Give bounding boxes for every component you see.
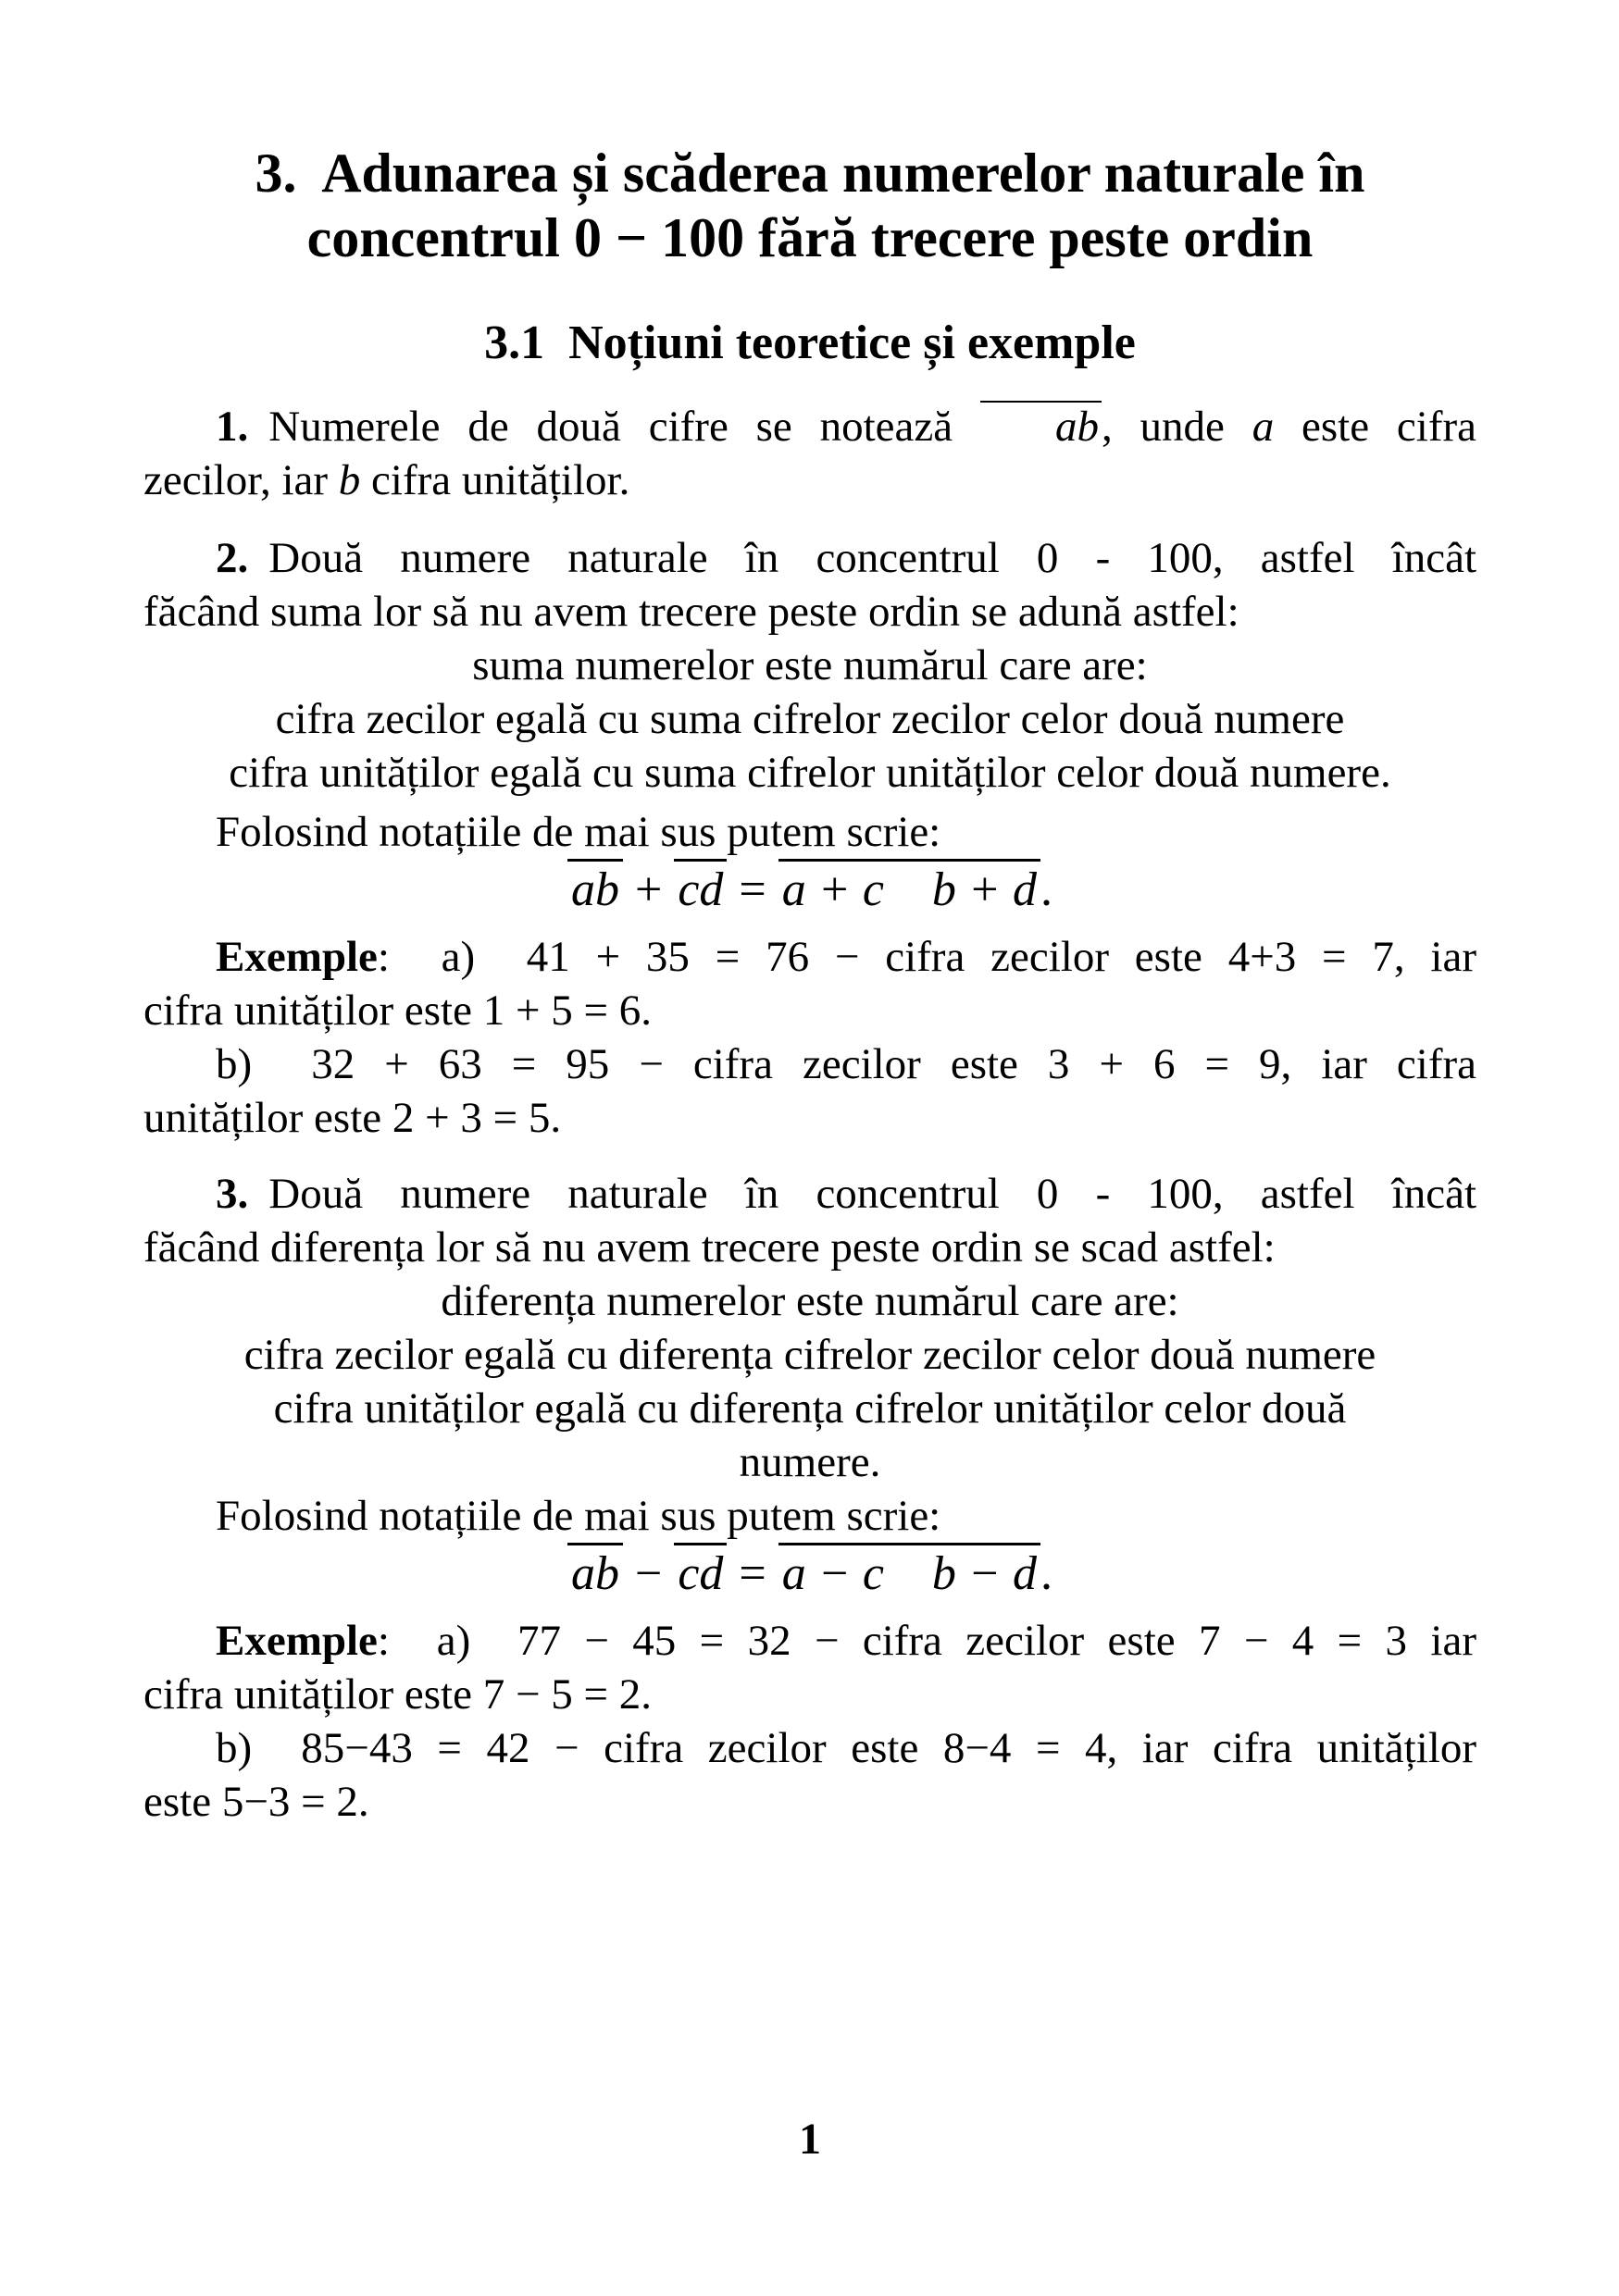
- minus-operator: −: [622, 1547, 675, 1600]
- para3-line1: [143, 1167, 1476, 1221]
- chapter-title-line-2: concentrul 0 − 100 fără trecere peste ordin: [306, 207, 1314, 268]
- formula-period: .: [1040, 863, 1052, 916]
- para2-line2: făcând suma lor să nu avem trecere peste ordin se adună astfel:: [143, 588, 1239, 636]
- para2-rule-2: cifra zecilor egală cu suma cifrelor zecilor celor două numere: [275, 695, 1345, 743]
- overline-cd-term: cd: [674, 1543, 727, 1600]
- item-number-3: 3.: [216, 1170, 249, 1218]
- para3-line2: făcând diferența lor să nu avem trecere peste ordin se scad astfel:: [143, 1223, 1276, 1272]
- overline-result-term: a − c b − d: [778, 1543, 1040, 1600]
- text-segment: Numerele de două cifre se notează: [268, 403, 980, 451]
- exemple1-line2: cifra unităților este 1 + 5 = 6.: [143, 987, 652, 1035]
- variable-b: b: [338, 456, 361, 504]
- para3-folosind: Folosind notațiile de mai sus putem scrie:: [216, 1492, 941, 1540]
- exemple2-line2: cifra unităților este 7 − 5 = 2.: [143, 1670, 652, 1719]
- para1-line2: [143, 453, 1476, 507]
- text-segment: zecilor, iar: [143, 456, 339, 504]
- exemple1-line1: [143, 930, 1476, 984]
- exemple-label: Exemple: [216, 933, 378, 981]
- para2-rule-1: suma numerelor este numărul care are:: [472, 641, 1148, 689]
- exemple2-line3: b) 85−43 = 42 − cifra zecilor este 8−4 = 4, iar cifra unităților: [216, 1724, 1476, 1772]
- page-content: [143, 0, 1476, 2164]
- overline-cd-term: cd: [674, 859, 727, 916]
- text-segment: : a) 77 − 45 = 32 − cifra zecilor este 7 − 4 = 3 iar: [377, 1617, 1476, 1665]
- exemple1-line3: b) 32 + 63 = 95 − cifra zecilor este 3 + 6 = 9, iar cifra: [216, 1040, 1476, 1088]
- text-segment: : a) 41 + 35 = 76 − cifra zecilor este 4+3 = 7, iar: [377, 933, 1476, 981]
- para1-line1: [143, 400, 1476, 453]
- overline-ab: ab: [980, 401, 1102, 450]
- variable-a: a: [1252, 403, 1275, 451]
- overline-ab-term: ab: [567, 1543, 623, 1600]
- text-segment: Două numere naturale în concentrul 0 - 100, astfel încât: [268, 1170, 1476, 1218]
- para3-rule-3b: numere.: [739, 1438, 881, 1486]
- para3-rule-2: cifra zecilor egală cu diferența cifrelor zecilor celor două numere: [243, 1331, 1376, 1379]
- para2-rule-3: cifra unităților egală cu suma cifrelor unităților celor două numere.: [229, 749, 1391, 797]
- para2-folosind: Folosind notațiile de mai sus putem scrie:: [216, 808, 941, 856]
- para3-rule-1: diferența numerelor este numărul care are:: [441, 1277, 1179, 1325]
- exemple1-line4: unităților este 2 + 3 = 5.: [143, 1094, 562, 1142]
- para2-line1: [143, 531, 1476, 585]
- text-segment: Două numere naturale în concentrul 0 - 100, astfel încât: [268, 534, 1476, 582]
- chapter-title: [143, 141, 1476, 270]
- item-number-2: 2.: [216, 534, 249, 582]
- text-segment: este cifra: [1274, 403, 1476, 451]
- exemple2-line4: este 5−3 = 2.: [143, 1778, 369, 1826]
- addition-formula: [143, 859, 1476, 917]
- formula-period: .: [1040, 1547, 1052, 1600]
- item-number-1: 1.: [216, 403, 249, 451]
- equals-sign: =: [727, 1547, 778, 1600]
- exemple-label: Exemple: [216, 1617, 378, 1665]
- overline-result-term: a + c b + d: [778, 859, 1040, 916]
- plus-operator: +: [622, 863, 675, 916]
- para3-rule-3: cifra unităților egală cu diferența cifrelor unităților celor două: [273, 1384, 1347, 1433]
- chapter-title-line-1: 3. Adunarea și scăderea numerelor naturale în: [255, 143, 1365, 204]
- section-heading: 3.1 Noțiuni teoretice și exemple: [484, 316, 1136, 369]
- page-number: 1: [799, 2115, 821, 2164]
- subtraction-formula: [143, 1543, 1476, 1601]
- equals-sign: =: [727, 863, 778, 916]
- text-segment: , unde: [1101, 403, 1252, 451]
- text-segment: cifra unităților.: [360, 456, 630, 504]
- exemple2-line1: [143, 1614, 1476, 1668]
- overline-ab-term: ab: [567, 859, 623, 916]
